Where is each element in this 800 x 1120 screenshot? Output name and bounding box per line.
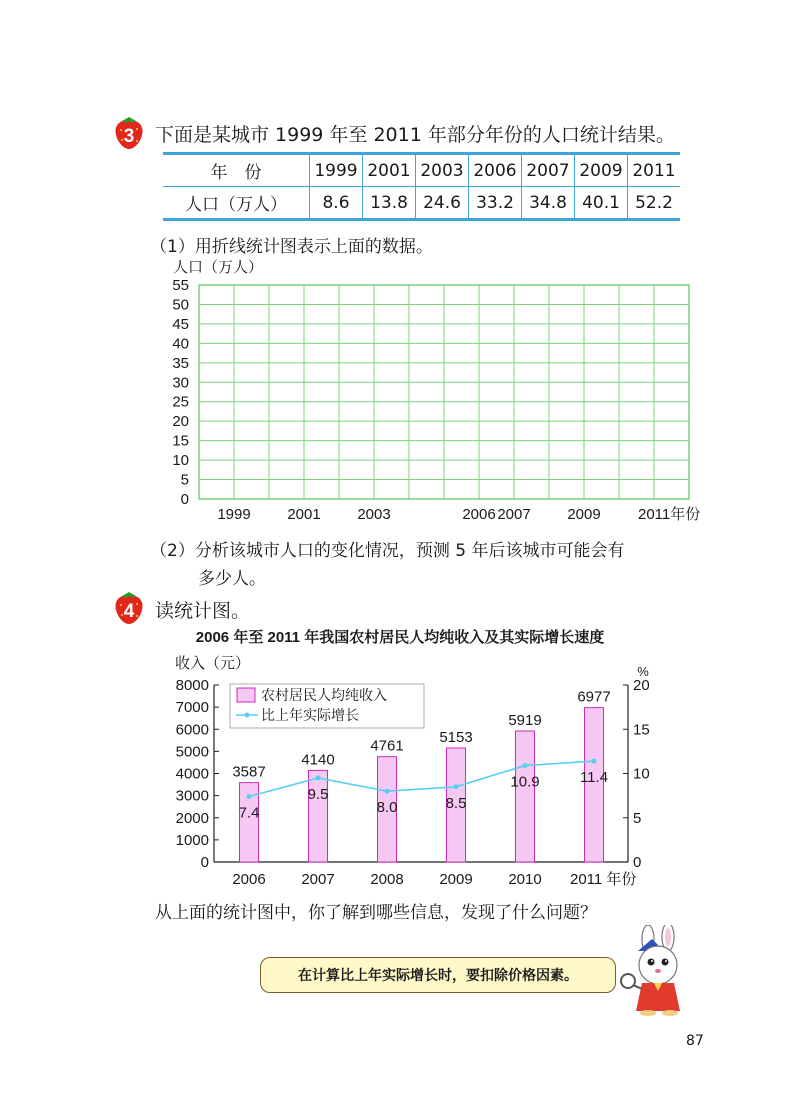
y-tick-label: 0	[200, 854, 209, 871]
growth-value-label: 10.9	[510, 773, 540, 791]
y2-axis-label: %	[637, 664, 649, 679]
part-1-text: （1）用折线统计图表示上面的数据。	[150, 237, 433, 257]
part-2-text: （2）分析该城市人口的变化情况，预测 5 年后该城市可能会有	[150, 541, 625, 561]
table-header-year: 年 份	[163, 154, 310, 187]
y-tick-label: 50	[172, 296, 189, 314]
growth-value-label: 8.0	[376, 799, 398, 817]
y2-tick-label: 20	[633, 677, 650, 694]
growth-value-label: 7.4	[238, 804, 260, 822]
growth-value-label: 9.5	[307, 785, 329, 803]
question-3-text: 下面是某城市 1999 年至 2011 年部分年份的人口统计结果。	[155, 124, 675, 146]
growth-point	[385, 789, 390, 794]
table-cell: 1999	[310, 154, 363, 187]
legend-swatch-bar	[237, 688, 255, 702]
table-cell: 2007	[522, 154, 575, 187]
table-cell: 34.8	[522, 187, 575, 220]
y-tick-label: 45	[172, 315, 189, 333]
y-tick-label: 10	[172, 452, 189, 470]
chart-title: 2006 年至 2011 年我国农村居民人均纯收入及其实际增长速度	[195, 629, 605, 646]
x-tick-label: 2010	[508, 871, 542, 888]
table-cell: 2001	[363, 154, 416, 187]
speech-bubble-text: 在计算比上年实际增长时，要扣除价格因素。	[298, 968, 578, 984]
y2-tick-label: 10	[633, 765, 650, 783]
bar-value-label: 4140	[301, 751, 335, 769]
income-bar	[309, 770, 328, 862]
y-tick-label: 15	[172, 432, 189, 450]
table-cell: 33.2	[469, 187, 522, 220]
x-tick-label: 2011年份	[638, 506, 701, 523]
table-cell: 52.2	[628, 187, 681, 220]
y-tick-label: 0	[180, 491, 189, 508]
x-tick-label: 2001	[287, 506, 321, 523]
legend-label: 农村居民人均纯收入	[261, 687, 387, 703]
speech-bubble	[260, 957, 616, 993]
y-tick-label: 20	[172, 413, 189, 431]
x-tick-label: 2008	[370, 871, 404, 888]
growth-value-label: 8.5	[445, 794, 467, 812]
bar-value-label: 4761	[370, 737, 404, 755]
question-4-text: 读统计图。	[155, 600, 251, 622]
y-tick-label: 35	[172, 354, 189, 372]
y-tick-label: 8000	[175, 677, 209, 694]
y-tick-label: 5000	[175, 743, 209, 761]
y2-tick-label: 0	[633, 854, 642, 871]
x-tick-label: 1999	[217, 506, 251, 523]
y-axis-label: 收入（元）	[175, 655, 251, 672]
growth-value-label: 11.4	[579, 769, 609, 787]
part-2-text-continued: 多少人。	[198, 569, 266, 589]
legend-swatch-point	[245, 713, 250, 718]
table-cell: 2003	[416, 154, 469, 187]
y2-tick-label: 5	[633, 809, 642, 827]
x-tick-label: 2006	[462, 506, 496, 523]
growth-point	[523, 763, 528, 768]
rabbit-mascot-icon	[614, 925, 700, 1017]
y-tick-label: 25	[172, 393, 189, 411]
table-cell: 2009	[575, 154, 628, 187]
question-number: 3	[123, 126, 135, 147]
question-number: 4	[123, 601, 135, 622]
x-tick-label: 2009	[439, 871, 473, 888]
y2-tick-label: 15	[633, 721, 650, 739]
y-tick-label: 7000	[175, 699, 209, 717]
table-cell: 13.8	[363, 187, 416, 220]
table-cell: 40.1	[575, 187, 628, 220]
y-tick-label: 30	[172, 374, 189, 392]
bar-value-label: 6977	[577, 688, 611, 706]
table-cell: 2011	[628, 154, 681, 187]
y-tick-label: 6000	[175, 721, 209, 739]
growth-point	[454, 784, 459, 789]
y-tick-label: 3000	[175, 787, 209, 805]
y-tick-label: 4000	[175, 765, 209, 783]
income-bar	[516, 731, 535, 862]
growth-point	[247, 794, 252, 799]
y-tick-label: 2000	[175, 809, 209, 827]
x-tick-label: 2009	[567, 506, 601, 523]
bar-value-label: 5919	[508, 712, 542, 730]
bar-value-label: 3587	[232, 763, 266, 781]
bar-value-label: 5153	[439, 728, 473, 746]
y-tick-label: 40	[172, 335, 189, 353]
x-tick-label: 2011 年份	[570, 871, 637, 888]
y-axis-label: 人口（万人）	[173, 259, 264, 276]
legend-label: 比上年实际增长	[261, 707, 359, 723]
table-cell: 2006	[469, 154, 522, 187]
page-number: 87	[686, 1033, 704, 1049]
closing-question-text: 从上面的统计图中，你了解到哪些信息，发现了什么问题？	[155, 903, 597, 923]
x-tick-label: 2007	[301, 871, 335, 888]
table-cell: 24.6	[416, 187, 469, 220]
y-tick-label: 55	[172, 277, 189, 294]
table-cell: 8.6	[310, 187, 363, 220]
growth-point	[592, 759, 597, 764]
x-tick-label: 2006	[232, 871, 266, 888]
y-tick-label: 1000	[175, 831, 209, 849]
table-header-population: 人口（万人）	[163, 187, 310, 220]
x-tick-label: 2003	[357, 506, 391, 523]
y-tick-label: 5	[180, 471, 189, 489]
growth-point	[316, 775, 321, 780]
x-tick-label: 2007	[497, 506, 531, 523]
